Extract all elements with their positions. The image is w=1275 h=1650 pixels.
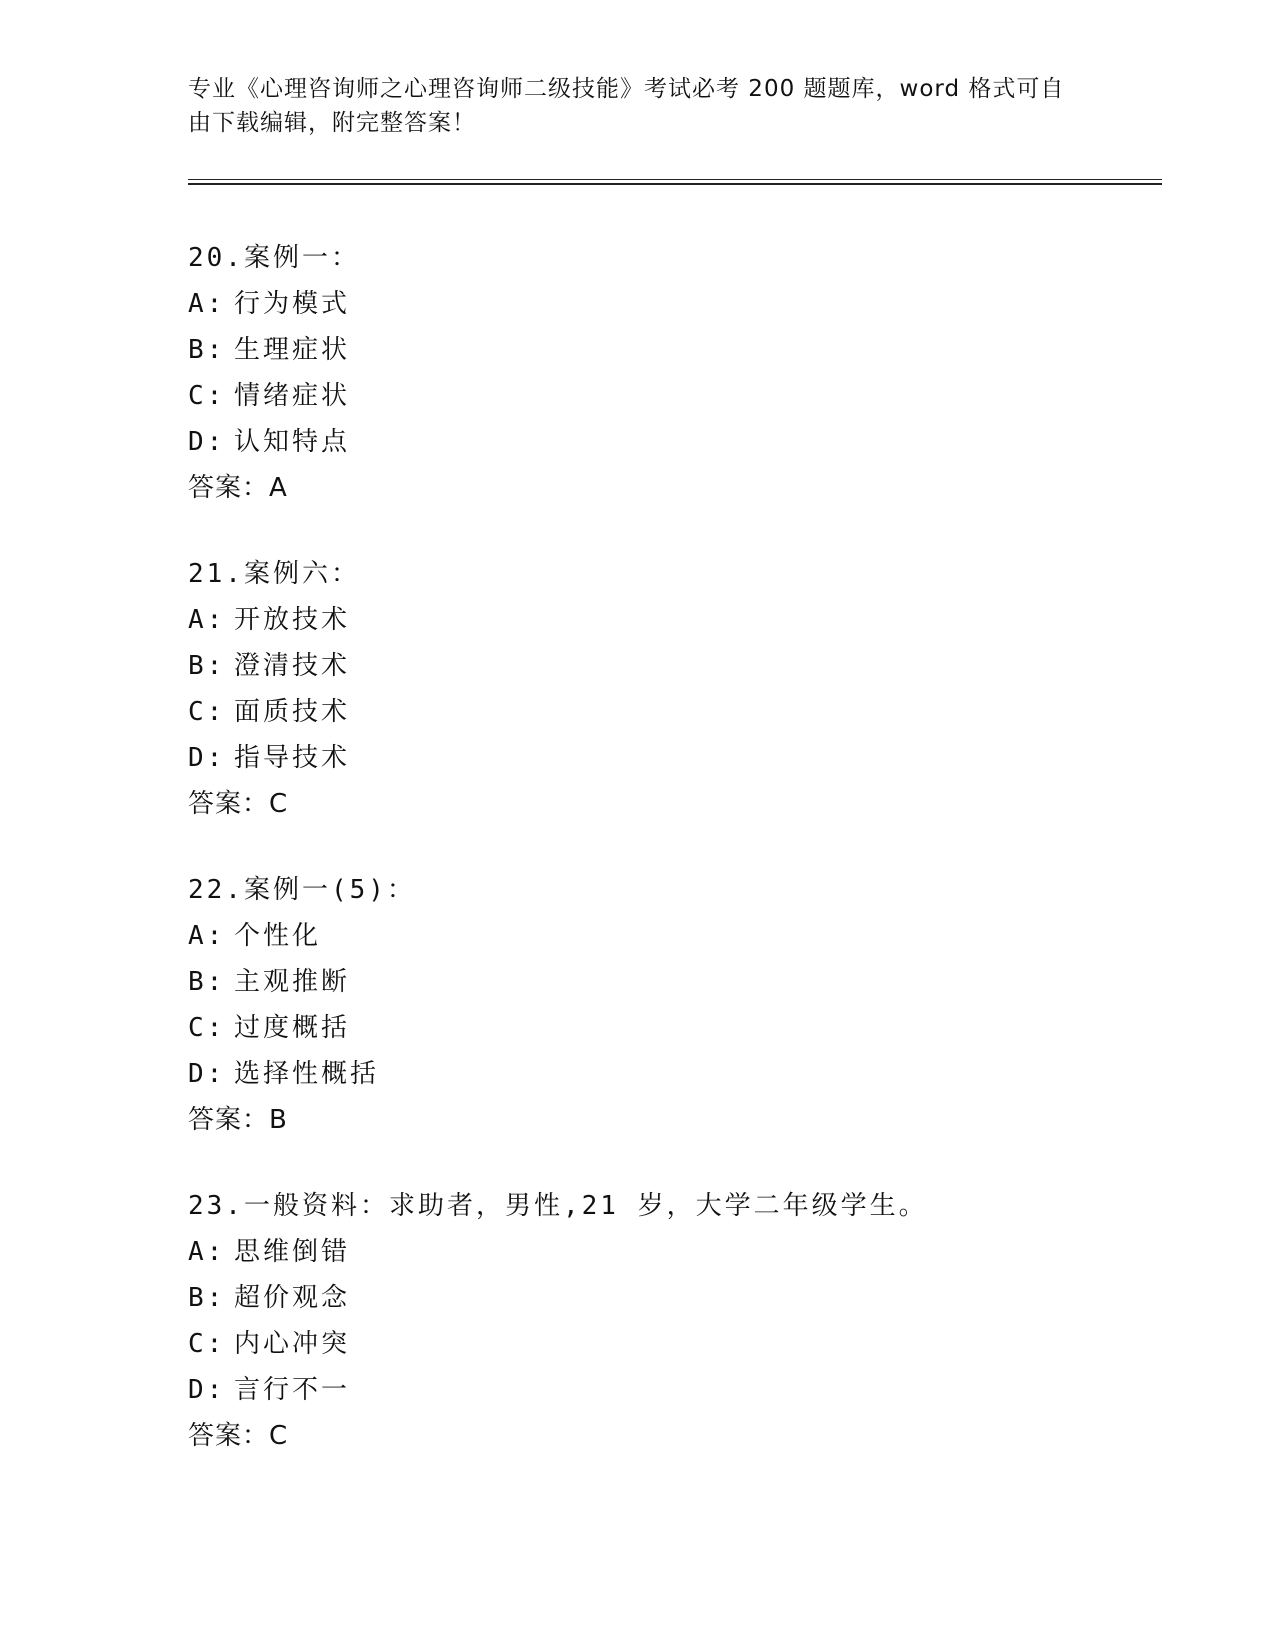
option-letter: D: — [188, 1059, 226, 1089]
question-list — [188, 235, 1148, 1499]
option-c — [188, 689, 1148, 735]
option-letter: B: — [188, 335, 226, 365]
option-b — [188, 959, 1148, 1005]
intro-line-1: 专业《心理咨询师之心理咨询师二级技能》考试必考 200 题题库，word 格式可自 — [188, 76, 1065, 102]
question-stem: 23.一般资料：求助者，男性,21 岁，大学二年级学生。 — [188, 1191, 928, 1221]
option-text: 认知特点 — [234, 427, 351, 457]
option-a — [188, 597, 1148, 643]
option-letter: B: — [188, 1283, 226, 1313]
option-text: 主观推断 — [234, 967, 351, 997]
option-letter: C: — [188, 381, 226, 411]
option-letter: C: — [188, 1329, 226, 1359]
option-letter: C: — [188, 1013, 226, 1043]
option-text: 澄清技术 — [234, 651, 351, 681]
option-text: 超价观念 — [234, 1283, 351, 1313]
option-a — [188, 1229, 1148, 1275]
answer-line: 答案：A — [188, 473, 288, 503]
answer-line: 答案：C — [188, 789, 289, 819]
question-22 — [188, 867, 1148, 1143]
option-a — [188, 281, 1148, 327]
option-c — [188, 1005, 1148, 1051]
option-text: 指导技术 — [234, 743, 351, 773]
option-b — [188, 643, 1148, 689]
question-stem: 20.案例一： — [188, 243, 360, 273]
question-20 — [188, 235, 1148, 511]
option-letter: A: — [188, 921, 226, 951]
option-c — [188, 373, 1148, 419]
option-d — [188, 1367, 1148, 1413]
option-text: 开放技术 — [234, 605, 351, 635]
option-text: 生理症状 — [234, 335, 351, 365]
answer-line: 答案：C — [188, 1421, 289, 1451]
header-divider-thick — [188, 183, 1162, 185]
option-text: 行为模式 — [234, 289, 351, 319]
option-text: 内心冲突 — [234, 1329, 351, 1359]
question-stem: 21.案例六： — [188, 559, 360, 589]
option-letter: A: — [188, 289, 226, 319]
option-letter: B: — [188, 651, 226, 681]
option-text: 个性化 — [234, 921, 322, 951]
option-letter: D: — [188, 743, 226, 773]
header-divider-thin — [188, 179, 1162, 180]
option-d — [188, 1051, 1148, 1097]
answer-line: 答案：B — [188, 1105, 288, 1135]
option-letter: B: — [188, 967, 226, 997]
option-text: 过度概括 — [234, 1013, 351, 1043]
option-text: 言行不一 — [234, 1375, 351, 1405]
question-21 — [188, 551, 1148, 827]
option-letter: A: — [188, 605, 226, 635]
question-23 — [188, 1183, 1148, 1459]
option-d — [188, 419, 1148, 465]
option-letter: A: — [188, 1237, 226, 1267]
option-text: 情绪症状 — [234, 381, 351, 411]
option-text: 选择性概括 — [234, 1059, 380, 1089]
option-letter: D: — [188, 427, 226, 457]
option-b — [188, 327, 1148, 373]
option-d — [188, 735, 1148, 781]
option-letter: C: — [188, 697, 226, 727]
document-intro — [188, 72, 1068, 140]
option-c — [188, 1321, 1148, 1367]
option-b — [188, 1275, 1148, 1321]
option-a — [188, 913, 1148, 959]
intro-line-2: 由下载编辑，附完整答案！ — [188, 110, 476, 136]
question-stem: 22.案例一(5)： — [188, 875, 416, 905]
option-text: 面质技术 — [234, 697, 351, 727]
option-letter: D: — [188, 1375, 226, 1405]
option-text: 思维倒错 — [234, 1237, 351, 1267]
